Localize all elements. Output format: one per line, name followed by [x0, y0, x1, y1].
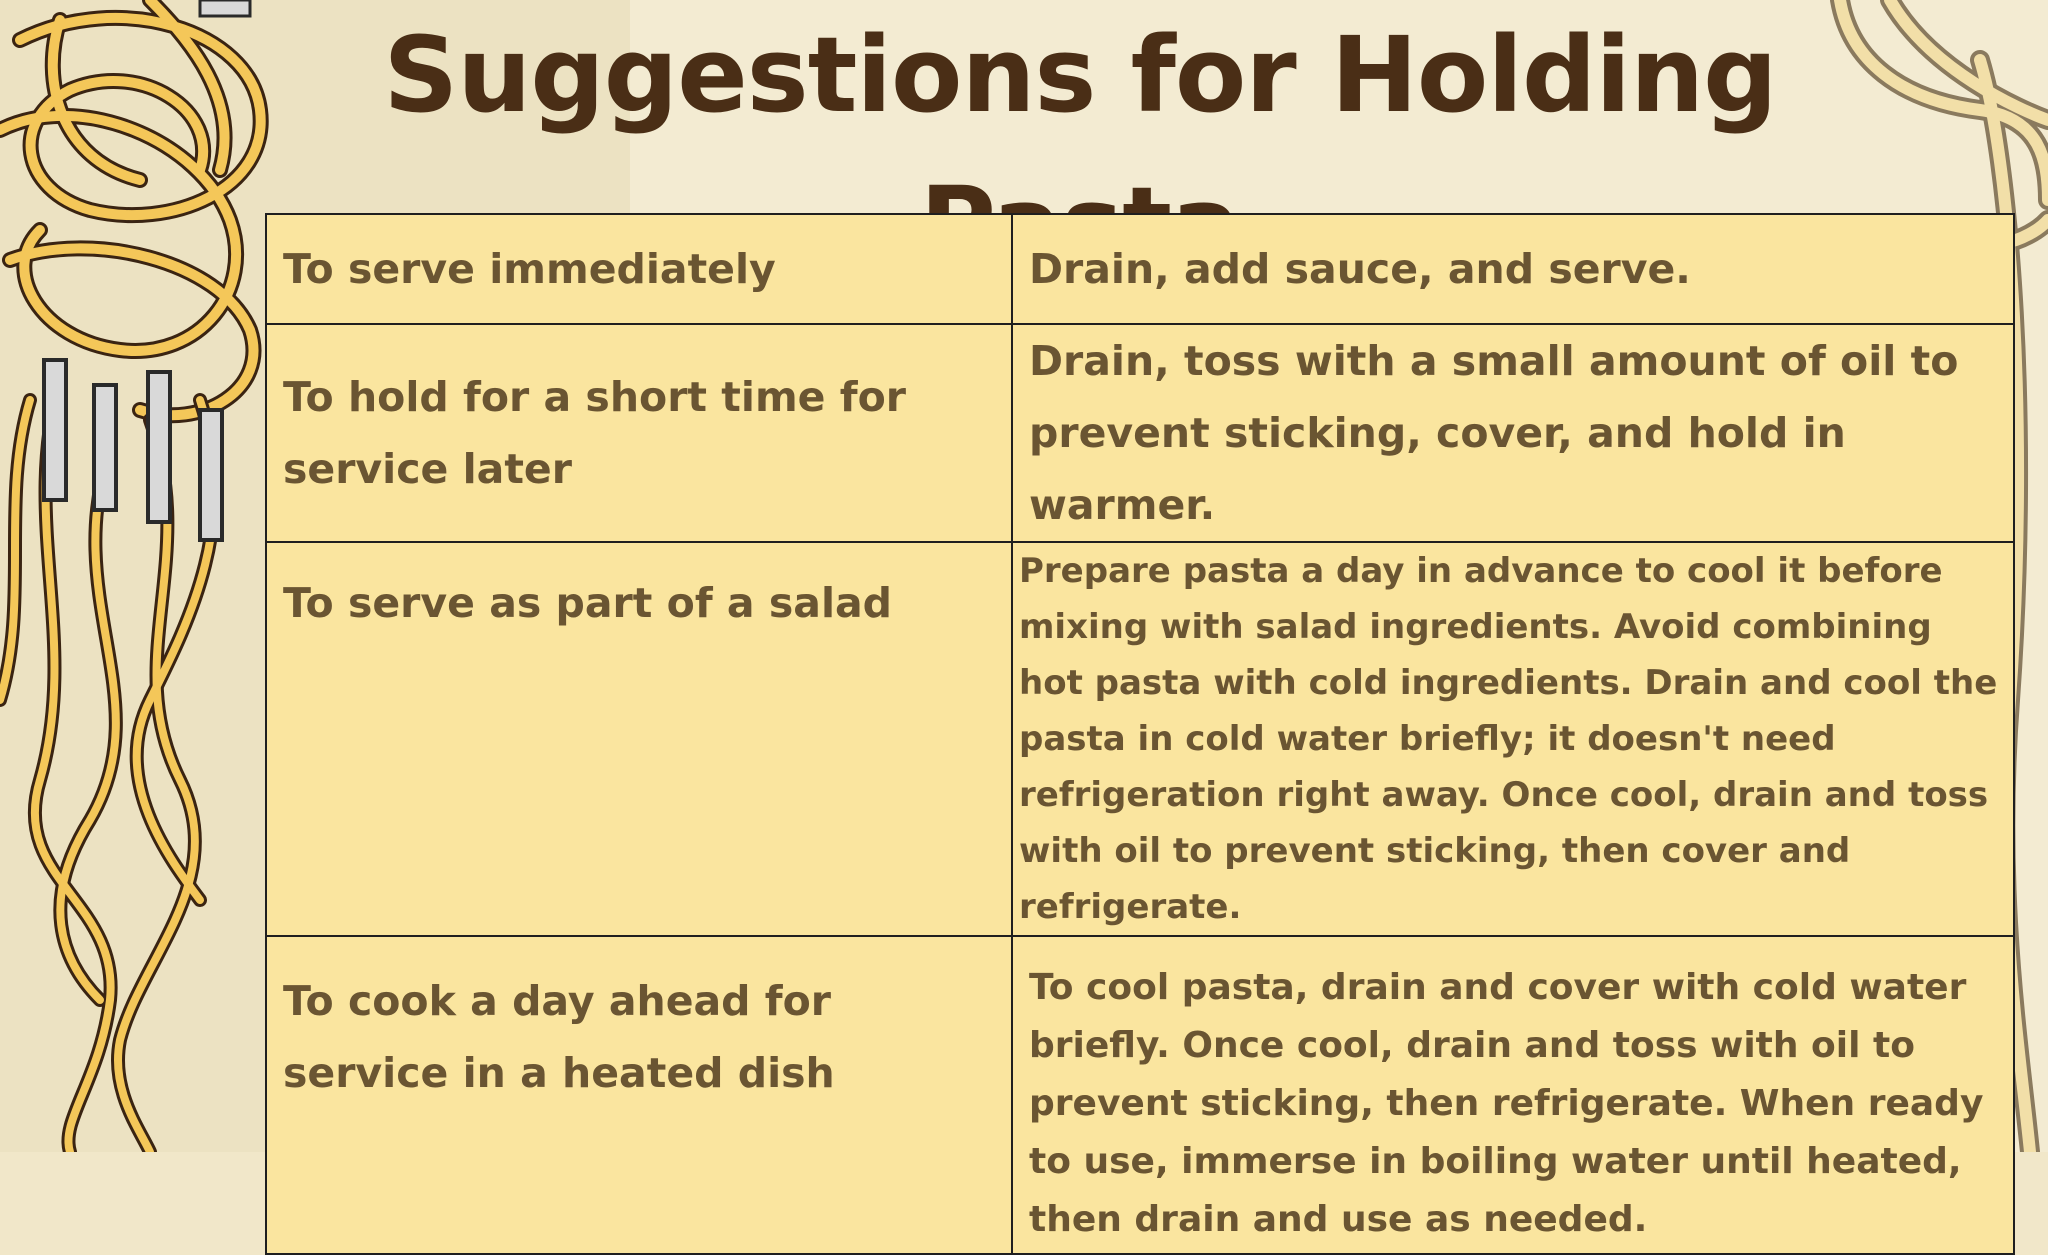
situation-cell: To cook a day ahead for service in a heated dish — [266, 936, 1012, 1254]
situation-cell: To serve as part of a salad — [266, 542, 1012, 936]
method-cell: Drain, toss with a small amount of oil to prevent sticking, cover, and hold in warmer. — [1012, 324, 2014, 542]
situation-cell: To hold for a short time for service later — [266, 324, 1012, 542]
page-title: Suggestions for Holding — [383, 14, 1777, 136]
method-cell: Drain, add sauce, and serve. — [1012, 214, 2014, 324]
table-row — [266, 542, 2014, 936]
table-row — [266, 324, 2014, 542]
holding-suggestions-table — [265, 213, 2015, 1255]
table-row — [266, 936, 2014, 1254]
situation-cell: To serve immediately — [266, 214, 1012, 324]
method-cell: Prepare pasta a day in advance to cool it before mixing with salad ingredients. Avoid combining hot pasta with cold ingredients. Drain and cool the pasta in cold water briefly; it doesn't need refrigeration right away. Once cool, drain and toss with oil to prevent sticking, then cover and refrigerate. — [1012, 542, 2014, 936]
table-row — [266, 214, 2014, 324]
method-cell: To cool pasta, drain and cover with cold water briefly. Once cool, drain and toss with oil to prevent sticking, then refrigerate. When ready to use, immerse in boiling water until heated, then drain and use as needed. — [1012, 936, 2014, 1254]
